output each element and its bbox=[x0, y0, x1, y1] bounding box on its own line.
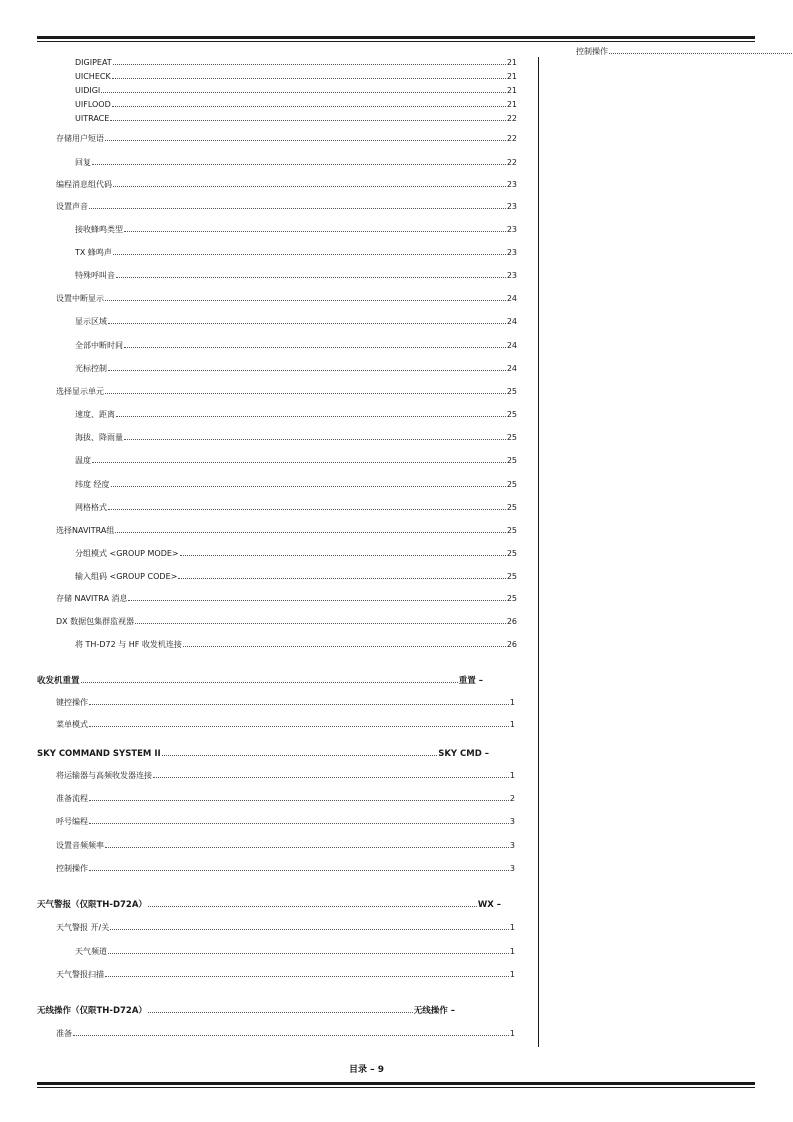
entry-title: 速度、距离 bbox=[75, 410, 115, 419]
left_entries-entry[interactable] bbox=[56, 1028, 515, 1039]
entry-title: 存储用户短语 bbox=[56, 134, 104, 143]
toc-right-column bbox=[576, 46, 793, 57]
entry-page-number: 23 bbox=[506, 225, 517, 234]
left_entries-entry[interactable] bbox=[56, 616, 517, 627]
entry-page-number: 25 bbox=[506, 549, 517, 558]
dot-leader bbox=[162, 748, 438, 756]
entry-page-number: 25 bbox=[506, 503, 517, 512]
left_entries-entry[interactable] bbox=[75, 409, 517, 420]
entry-page-number: 24 bbox=[506, 341, 517, 350]
entry-title: 天气警报 开/关 bbox=[56, 923, 110, 932]
entry-page-number: 22 bbox=[506, 114, 517, 123]
left_entries-entry[interactable] bbox=[75, 57, 517, 68]
dot-leader bbox=[81, 675, 458, 683]
entry-title: UITRACE bbox=[75, 114, 110, 123]
dot-leader bbox=[108, 946, 509, 954]
entry-page-number: 重置 – bbox=[458, 676, 483, 686]
entry-title: 选择显示单元 bbox=[56, 387, 104, 396]
entry-page-number: 1 bbox=[509, 698, 515, 707]
entry-title: 键控操作 bbox=[56, 698, 88, 707]
dot-leader bbox=[178, 571, 505, 579]
dot-leader bbox=[89, 816, 509, 824]
entry-page-number: SKY CMD – bbox=[438, 749, 489, 759]
dot-leader bbox=[108, 502, 506, 510]
dot-leader bbox=[101, 85, 506, 93]
dot-leader bbox=[113, 247, 506, 255]
dot-leader bbox=[89, 793, 509, 801]
dot-leader bbox=[113, 57, 506, 65]
entry-title: 选择NAVITRA组 bbox=[56, 526, 115, 535]
dot-leader bbox=[110, 113, 506, 121]
dot-leader bbox=[113, 179, 506, 187]
entry-title: 特殊呼叫音 bbox=[75, 271, 115, 280]
entry-title: 将运输器与高频收发器连接 bbox=[56, 771, 152, 780]
entry-title: 无线操作（仅限TH-D72A） bbox=[37, 1006, 147, 1016]
dot-leader bbox=[105, 840, 509, 848]
entry-title: 纬度 经度 bbox=[75, 480, 110, 489]
entry-page-number: 无线操作 – bbox=[413, 1006, 455, 1016]
dot-leader bbox=[124, 224, 506, 232]
dot-leader bbox=[115, 525, 505, 533]
left_entries-entry[interactable] bbox=[56, 179, 517, 190]
left_entries-entry[interactable] bbox=[75, 224, 517, 235]
entry-page-number: 26 bbox=[506, 617, 517, 626]
entry-page-number: 24 bbox=[506, 294, 517, 303]
dot-leader bbox=[112, 99, 506, 107]
left_entries-entry[interactable] bbox=[56, 525, 517, 536]
entry-page-number: 24 bbox=[506, 317, 517, 326]
entry-title: 全部中断时间 bbox=[75, 341, 123, 350]
dot-leader bbox=[108, 316, 506, 324]
left_entries-entry[interactable] bbox=[75, 946, 515, 957]
entry-title: 准备流程 bbox=[56, 794, 88, 803]
page-footer: 目录 – 9 bbox=[348, 1065, 385, 1075]
column-divider bbox=[538, 57, 539, 1047]
entry-page-number: 26 bbox=[506, 640, 517, 649]
entry-page-number: 23 bbox=[506, 248, 517, 257]
left_entries-entry[interactable] bbox=[56, 816, 515, 827]
entry-page-number: 25 bbox=[506, 572, 517, 581]
entry-title: 分组模式 <GROUP MODE> bbox=[75, 549, 179, 558]
left_entries-entry[interactable] bbox=[75, 85, 517, 96]
left_entries-entry[interactable] bbox=[75, 432, 517, 443]
left_entries-entry[interactable] bbox=[75, 571, 517, 582]
entry-title: 编程消息组代码 bbox=[56, 180, 112, 189]
left_entries-entry[interactable] bbox=[56, 840, 515, 851]
entry-page-number: 1 bbox=[509, 923, 515, 932]
dot-leader bbox=[89, 201, 506, 209]
dot-leader bbox=[110, 922, 509, 930]
left_entries-entry[interactable] bbox=[56, 922, 515, 933]
left_entries-entry[interactable] bbox=[37, 675, 483, 687]
entry-page-number: 22 bbox=[506, 134, 517, 143]
dot-leader bbox=[89, 719, 509, 727]
entry-page-number: 1 bbox=[509, 720, 515, 729]
entry-page-number: 3 bbox=[509, 841, 515, 850]
entry-page-number: 25 bbox=[506, 456, 517, 465]
entry-title: UICHECK bbox=[75, 72, 111, 81]
left_entries-entry[interactable] bbox=[37, 1005, 455, 1017]
entry-page-number: 1 bbox=[509, 970, 515, 979]
dot-leader bbox=[108, 363, 506, 371]
entry-title: 呼号编程 bbox=[56, 817, 88, 826]
left_entries-entry[interactable] bbox=[75, 639, 517, 650]
entry-page-number: 25 bbox=[506, 433, 517, 442]
dot-leader bbox=[105, 386, 506, 394]
entry-title: 控制操作 bbox=[56, 864, 88, 873]
left_entries-entry[interactable] bbox=[56, 201, 517, 212]
entry-page-number: 3 bbox=[509, 864, 515, 873]
entry-page-number: 24 bbox=[506, 364, 517, 373]
entry-title: DX 数据包集群监视器 bbox=[56, 617, 135, 626]
entry-title: 收发机重置 bbox=[37, 676, 80, 686]
dot-leader bbox=[124, 340, 506, 348]
entry-title: 光标控制 bbox=[75, 364, 107, 373]
left_entries-entry[interactable] bbox=[75, 363, 517, 374]
dot-leader bbox=[116, 409, 506, 417]
entry-page-number: 21 bbox=[506, 100, 517, 109]
left_entries-entry[interactable] bbox=[56, 770, 515, 781]
entry-title: SKY COMMAND SYSTEM II bbox=[37, 749, 161, 759]
dot-leader bbox=[111, 479, 506, 487]
entry-page-number: 25 bbox=[506, 387, 517, 396]
left_entries-entry[interactable] bbox=[75, 71, 517, 82]
entry-page-number: 25 bbox=[506, 480, 517, 489]
entry-page-number: 2 bbox=[509, 794, 515, 803]
left_entries-entry[interactable] bbox=[56, 133, 517, 144]
dot-leader bbox=[183, 639, 506, 647]
left_entries-entry[interactable] bbox=[75, 502, 517, 513]
entry-title: TX 蜂鸣声 bbox=[75, 248, 112, 257]
entry-page-number: 22 bbox=[506, 158, 517, 167]
entry-page-number: 23 bbox=[506, 271, 517, 280]
dot-leader bbox=[135, 616, 506, 624]
left_entries-entry[interactable] bbox=[75, 455, 517, 466]
dot-leader bbox=[112, 71, 506, 79]
left_entries-entry[interactable] bbox=[56, 969, 515, 980]
left_entries-entry[interactable] bbox=[75, 340, 517, 351]
entry-title: 接收蜂鸣类型 bbox=[75, 225, 123, 234]
left_entries-entry[interactable] bbox=[75, 99, 517, 110]
entry-title: 输入组码 <GROUP CODE> bbox=[75, 572, 178, 581]
left_entries-entry[interactable] bbox=[37, 748, 489, 760]
entry-page-number: 21 bbox=[506, 86, 517, 95]
entry-page-number: 25 bbox=[506, 410, 517, 419]
left_entries-entry[interactable] bbox=[56, 719, 515, 730]
entry-page-number: 1 bbox=[509, 1029, 515, 1038]
left_entries-entry[interactable] bbox=[75, 316, 517, 327]
entry-title: UIDIGI bbox=[75, 86, 101, 95]
entry-title: 存储 NAVITRA 消息 bbox=[56, 594, 128, 603]
dot-leader bbox=[105, 969, 509, 977]
left_entries-entry[interactable] bbox=[75, 548, 517, 559]
entry-title: 设置音频频率 bbox=[56, 841, 104, 850]
dot-leader bbox=[105, 133, 506, 141]
dot-leader bbox=[92, 455, 506, 463]
dot-leader bbox=[92, 157, 506, 165]
entry-title: 天气频道 bbox=[75, 947, 107, 956]
left_entries-entry[interactable] bbox=[56, 697, 515, 708]
entry-title: 将 TH-D72 与 HF 收发机连接 bbox=[75, 640, 182, 649]
left_entries-entry[interactable] bbox=[37, 899, 501, 911]
entry-page-number: 3 bbox=[509, 817, 515, 826]
left_entries-entry[interactable] bbox=[56, 593, 517, 604]
entry-page-number: 25 bbox=[506, 594, 517, 603]
entry-title: 海拔、降雨量 bbox=[75, 433, 123, 442]
entry-title: 菜单模式 bbox=[56, 720, 88, 729]
bottom-rule-thin bbox=[37, 1087, 755, 1088]
dot-leader bbox=[124, 432, 506, 440]
entry-title: 控制操作 bbox=[576, 47, 608, 56]
entry-page-number: 23 bbox=[506, 180, 517, 189]
entry-title: 天气警报（仅限TH-D72A） bbox=[37, 900, 147, 910]
entry-title: 天气警报扫描 bbox=[56, 970, 104, 979]
dot-leader bbox=[73, 1028, 509, 1036]
entry-page-number: 21 bbox=[506, 72, 517, 81]
dot-leader bbox=[609, 46, 792, 54]
entry-title: 准备 bbox=[56, 1029, 72, 1038]
left_entries-entry[interactable] bbox=[75, 247, 517, 258]
left_entries-entry[interactable] bbox=[56, 293, 517, 304]
left_entries-entry[interactable] bbox=[75, 270, 517, 281]
entry-page-number: WX – bbox=[477, 900, 501, 910]
entry-page-number: 25 bbox=[506, 526, 517, 535]
entry-title: UIFLOOD bbox=[75, 100, 111, 109]
top-rule-thin bbox=[37, 41, 755, 42]
entry-title: 显示区域 bbox=[75, 317, 107, 326]
entry-page-number: 21 bbox=[506, 58, 517, 67]
left_entries-entry[interactable] bbox=[75, 157, 517, 168]
entry-title: 温度 bbox=[75, 456, 91, 465]
dot-leader bbox=[180, 548, 506, 556]
dot-leader bbox=[116, 270, 506, 278]
bottom-rule-thick bbox=[37, 1082, 755, 1085]
entry-title: DIGIPEAT bbox=[75, 58, 112, 67]
entry-page-number: 23 bbox=[506, 202, 517, 211]
left_entries-entry[interactable] bbox=[56, 386, 517, 397]
dot-leader bbox=[148, 1005, 413, 1013]
right_entries-entry[interactable] bbox=[576, 46, 793, 57]
entry-title: 网格格式 bbox=[75, 503, 107, 512]
dot-leader bbox=[105, 293, 506, 301]
left_entries-entry[interactable] bbox=[56, 793, 515, 804]
dot-leader bbox=[89, 863, 509, 871]
left_entries-entry[interactable] bbox=[56, 863, 515, 874]
dot-leader bbox=[89, 697, 509, 705]
dot-leader bbox=[153, 770, 509, 778]
entry-title: 设置声音 bbox=[56, 202, 88, 211]
top-rule-thick bbox=[37, 36, 755, 39]
entry-title: 回复 bbox=[75, 158, 91, 167]
left_entries-entry[interactable] bbox=[75, 479, 517, 490]
entry-page-number: 1 bbox=[509, 771, 515, 780]
dot-leader bbox=[128, 593, 505, 601]
entry-page-number: 1 bbox=[509, 947, 515, 956]
entry-title: 设置中断显示 bbox=[56, 294, 104, 303]
left_entries-entry[interactable] bbox=[75, 113, 517, 124]
dot-leader bbox=[148, 899, 477, 907]
